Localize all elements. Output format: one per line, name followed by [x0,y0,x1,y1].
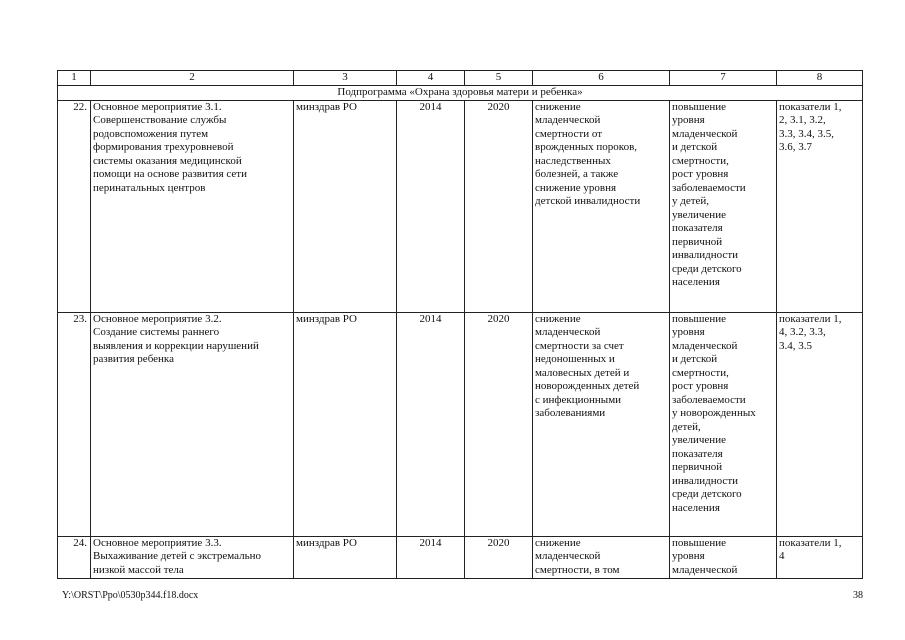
cell-line: населения [672,276,720,288]
cell-line: рост уровня [672,380,729,392]
expected-result [533,312,670,536]
cell-line: смертности, в том [535,563,620,576]
cell-line: показателя [672,447,723,460]
related-indicators [777,312,863,536]
row-number: 22. [58,100,91,312]
related-indicators [777,100,863,312]
cell-line: новорожденных детей [535,380,640,392]
row-number: 24. [58,536,91,578]
table-row [58,536,863,578]
executor: минздрав РО [294,536,397,578]
cell-line: младенческой [672,563,738,576]
cell-line: Выхаживание детей с экстремально [93,550,261,562]
start-year: 2014 [397,312,465,536]
cell-line: наследственных [535,154,611,167]
start-year: 2014 [397,100,465,312]
cell-line: увеличение [672,208,726,221]
column-number: 5 [465,71,533,86]
column-number-row [58,71,863,86]
executor: минздрав РО [294,100,397,312]
row-number: 23. [58,312,91,536]
cell-line: уровня [672,550,705,562]
cell-line: Совершенствование службы [93,114,227,126]
expected-result [533,100,670,312]
cell-line: первичной [672,235,723,248]
cell-line: 4 [779,550,785,562]
end-year: 2020 [465,100,533,312]
cell-line: 3.4, 3.5 [779,339,812,352]
column-number: 4 [397,71,465,86]
cell-line: формирования трехуровневой [93,141,234,153]
end-year: 2020 [465,536,533,578]
table-row [58,312,863,536]
activity-name [91,536,294,578]
cell-line: инвалидности [672,249,739,261]
cell-line: и детской [672,141,718,153]
cell-line: выявления и коррекции нарушений [93,339,259,352]
cell-line: младенческой [535,326,601,338]
non-implementation-consequence [670,536,777,578]
cell-line: заболеваемости [672,181,746,194]
cell-line: младенческой [535,550,601,562]
cell-line: смертности за счет [535,339,624,352]
cell-line: Основное мероприятие 3.2. [93,312,222,325]
cell-line: смертности от [535,127,603,140]
cell-line: показатели 1, [779,100,842,113]
subprogram-row [58,85,863,100]
cell-line: среди детского [672,488,742,500]
cell-line: заболеваниями [535,407,606,419]
subprogram-title: Подпрограмма «Охрана здоровья матери и ребенка» [58,85,863,100]
start-year: 2014 [397,536,465,578]
cell-line: повышение [672,312,726,325]
cell-line: снижение уровня [535,181,617,194]
cell-line: снижение [535,312,581,325]
cell-line: у новорожденных [672,407,756,419]
cell-line: 3.6, 3.7 [779,141,812,153]
cell-line: рост уровня [672,168,729,180]
expected-result [533,536,670,578]
column-number: 2 [91,71,294,86]
footer-file-path: Y:\ORST\Ppo\0530p344.f18.docx [62,590,199,601]
cell-line: снижение [535,100,581,113]
cell-line: младенческой [672,339,738,352]
cell-line: маловесных детей и [535,366,630,379]
cell-line: Основное мероприятие 3.3. [93,536,222,549]
cell-line: детей, [672,420,701,433]
cell-line: детской инвалидности [535,195,641,207]
cell-line: Создание системы раннего [93,326,220,338]
cell-line: среди детского [672,262,742,275]
cell-line: 3.3, 3.4, 3.5, [779,127,834,140]
cell-line: младенческой [672,127,738,140]
cell-line: Основное мероприятие 3.1. [93,100,222,113]
activities-table [57,70,863,579]
cell-line: увеличение [672,434,726,446]
cell-line: снижение [535,536,581,549]
related-indicators [777,536,863,578]
cell-line: родовспоможения путем [93,127,209,140]
cell-line: инвалидности [672,474,739,487]
cell-line: низкой массой тела [93,563,184,576]
cell-line: показателя [672,222,723,234]
cell-line: показатели 1, [779,312,842,325]
column-number: 8 [777,71,863,86]
footer-page-number: 38 [853,590,863,601]
cell-line: уровня [672,326,705,338]
column-number: 1 [58,71,91,86]
table-row [58,100,863,312]
cell-line: 2, 3.1, 3.2, [779,114,826,126]
end-year: 2020 [465,312,533,536]
cell-line: повышение [672,100,726,113]
non-implementation-consequence [670,312,777,536]
activity-name [91,100,294,312]
column-number: 7 [670,71,777,86]
cell-line: системы оказания медицинской [93,154,242,167]
column-number: 6 [533,71,670,86]
cell-line: уровня [672,114,705,126]
cell-line: смертности, [672,366,729,379]
cell-line: недоношенных и [535,353,615,365]
cell-line: врожденных пороков, [535,141,638,153]
cell-line: и детской [672,353,718,365]
cell-line: 4, 3.2, 3.3, [779,326,826,338]
non-implementation-consequence [670,100,777,312]
cell-line: младенческой [535,114,601,126]
cell-line: с инфекционными [535,393,622,406]
cell-line: первичной [672,461,723,473]
cell-line: заболеваемости [672,393,746,406]
cell-line: болезней, а также [535,168,619,180]
cell-line: помощи на основе развития сети [93,168,247,180]
activity-name [91,312,294,536]
cell-line: перинатальных центров [93,181,206,194]
cell-line: показатели 1, [779,536,842,549]
cell-line: у детей, [672,195,710,207]
cell-line: развития ребенка [93,353,174,365]
cell-line: населения [672,501,720,514]
column-number: 3 [294,71,397,86]
cell-line: повышение [672,536,726,549]
cell-line: смертности, [672,154,729,167]
executor: минздрав РО [294,312,397,536]
